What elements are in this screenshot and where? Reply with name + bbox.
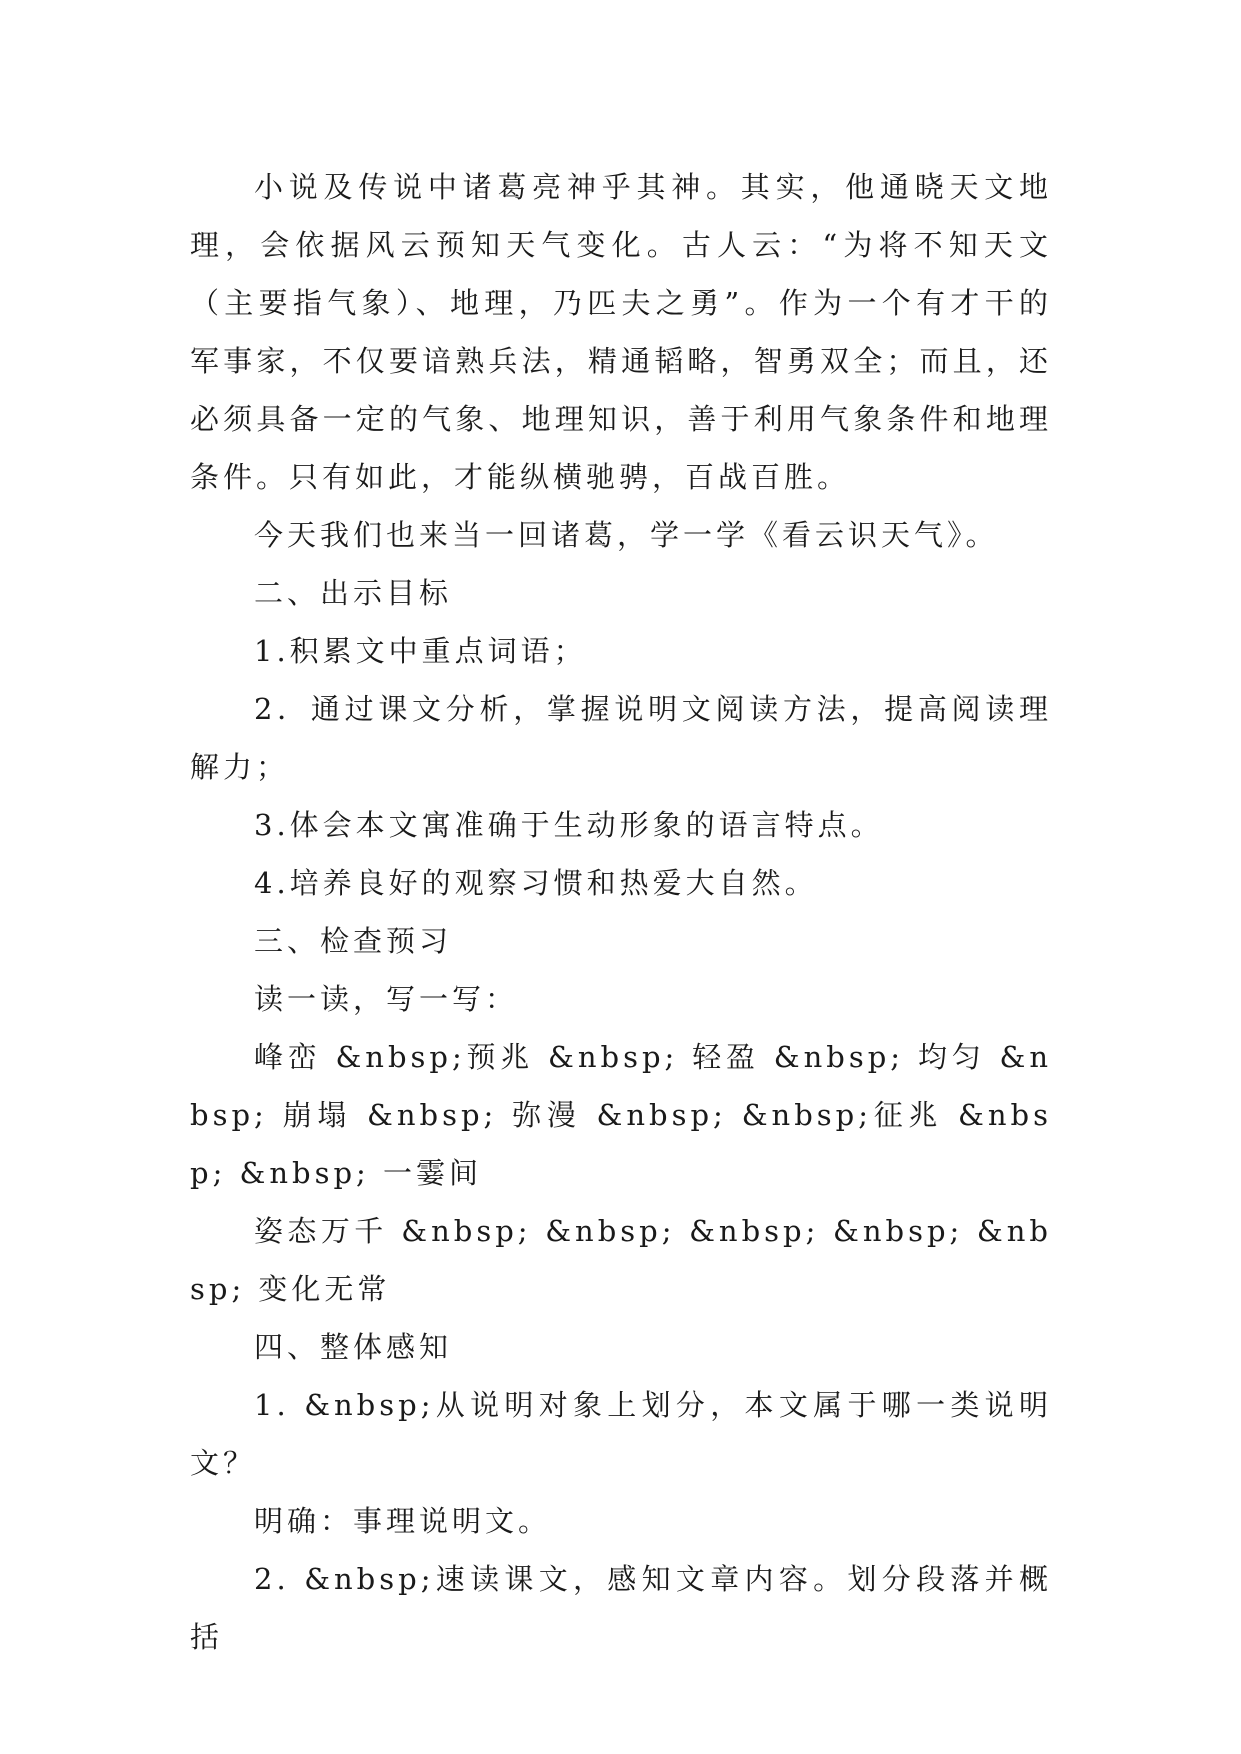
objective-item-1: 1.积累文中重点词语； (254, 634, 587, 668)
vocabulary-list-2: 姿态万千 &nbsp; &nbsp; &nbsp; &nbsp; &nbsp; 变化无常 (190, 1214, 1052, 1306)
objective-item-3: 3.体会本文寓准确于生动形象的语言特点。 (254, 808, 884, 842)
preview-instruction: 读一读，写一写： (254, 982, 519, 1016)
overview-question-2: 2. &nbsp;速读课文，感知文章内容。划分段落并概括 (190, 1562, 1052, 1654)
section-heading-objectives: 二、出示目标 (254, 576, 453, 610)
section-heading-preview: 三、检查预习 (254, 924, 453, 958)
overview-answer-1: 明确：事理说明文。 (254, 1504, 552, 1538)
intro-paragraph: 小说及传说中诸葛亮神乎其神。其实，他通晓天文地理，会依据风云预知天气变化。古人云：“为将不知天文（主要指气象）、地理，乃匹夫之勇”。作为一个有才干的军事家，不仅要谙熟兵法，精通韬略，智勇双全；而且，还必须具备一定的气象、地理知识，善于利用气象条件和地理条件。只有如此，才能纵横驰骋，百战百胜。 (190, 170, 1052, 494)
document-body (190, 158, 1052, 1666)
objective-item-4: 4.培养良好的观察习惯和热爱大自然。 (254, 866, 818, 900)
objective-item-2: 2．通过课文分析，掌握说明文阅读方法，提高阅读理解力； (190, 692, 1052, 784)
vocabulary-list-1: 峰峦 &nbsp;预兆 &nbsp; 轻盈 &nbsp; 均匀 &nbsp; 崩塌 &nbsp; 弥漫 &nbsp; &nbsp;征兆 &nbsp; &nbsp; 一霎间 (190, 1040, 1052, 1190)
overview-question-1: 1. &nbsp;从说明对象上划分，本文属于哪一类说明文？ (190, 1388, 1052, 1480)
section-heading-overview: 四、整体感知 (254, 1330, 453, 1364)
intro-closing-line: 今天我们也来当一回诸葛，学一学《看云识天气》。 (254, 518, 999, 552)
